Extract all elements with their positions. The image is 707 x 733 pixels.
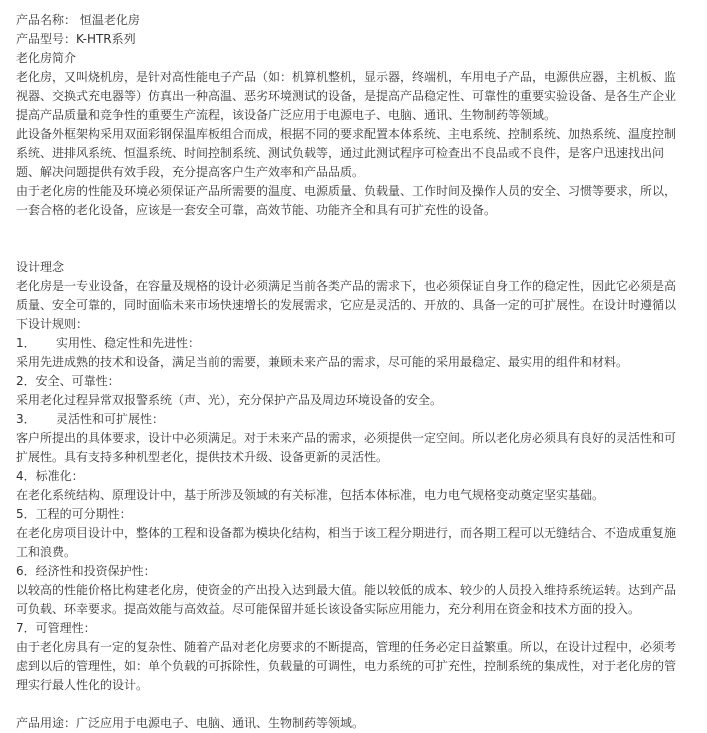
intro-p3-line: 由于老化房的性能及环境必须保证产品所需要的温度、电源质量、负载量、工作时间及操作人员的安全、习惯等要求，所以， — [16, 184, 677, 198]
rule-number: 5． — [16, 507, 36, 521]
rule-title: 实用性、稳定性和先进性： — [56, 336, 201, 350]
design-intro-line: 质量、安全可靠的，同时面临未来市场快速增长的发展需求，它应是灵活的、开放的、具备一定的可扩展性。在设计时遵循以 — [16, 298, 677, 312]
design-rules-list — [16, 334, 691, 695]
rule-body-line: 扩展性。具有支持多种机型老化，提供技术升级、设备更新的灵活性。 — [16, 450, 389, 464]
design-rule-title — [16, 334, 691, 353]
rule-title: 工程的可分期性： — [35, 507, 132, 521]
design-heading: 设计理念 — [16, 260, 65, 274]
rule-body-line: 采用先进成熟的技术和设备，满足当前的需要，兼顾未来产品的需求，尽可能的采用最稳定、最实用的组件和材料。 — [16, 355, 629, 369]
design-intro-line: 下设计规则： — [16, 317, 89, 331]
rule-body-line: 在老化系统结构、原理设计中，基于所涉及领域的有关标准，包括本体标准，电力电气规格变动奠定坚实基础。 — [16, 488, 605, 502]
rule-body-line: 客户所提出的具体要求，设计中必须满足。对于未来产品的需求，必须提供一定空间。所以老化房必须具有良好的灵活性和可 — [16, 431, 677, 445]
intro-p2-line: 此设备外框架构采用双面彩钢保温库板组合而成，根据不同的要求配置本体系统、主电系统、控制系统、加热系统、温度控制 — [16, 127, 677, 141]
intro-p3-line: 一套合格的老化设备，应该是一套安全可靠，高效节能、功能齐全和具有可扩充性的设备。 — [16, 203, 497, 217]
design-intro — [16, 277, 691, 334]
intro-paragraph-1 — [16, 68, 691, 125]
design-rule-title — [16, 619, 691, 638]
design-rule-title — [16, 410, 691, 429]
rule-number: 6． — [16, 564, 36, 578]
intro-p2-line: 题、解决问题提供有效手段，充分提高客户生产效率和产品品质。 — [16, 165, 365, 179]
rule-title: 标准化： — [35, 469, 84, 483]
product-name: 产品名称： 恒温老化房 — [16, 13, 140, 27]
rule-body-line: 可负载、环幸要求。提高效能与高效益。尽可能保留并延长该设备实际应用能力，充分利用在资金和技术方面的投入。 — [16, 602, 641, 616]
rule-number: 1． — [16, 336, 36, 350]
rule-number: 3． — [16, 412, 36, 426]
rule-title: 可管理性： — [35, 621, 96, 635]
rule-body-line: 虑到以后的管理性，如：单个负载的可拆除性，负载量的可调性，电力系统的可扩充性，控制系统的集成性，对于老化房的管 — [16, 659, 677, 673]
intro-p1-line: 提高产品质量和竞争性的重要生产流程，该设备广泛应用于电源电子、电脑、通讯、生物制药等领域。 — [16, 108, 557, 122]
rule-title: 经济性和投资保护性： — [35, 564, 156, 578]
rule-title: 灵活性和可扩展性： — [56, 412, 165, 426]
rule-body-line: 由于老化房具有一定的复杂性、随着产品对老化房要求的不断提高，管理的任务必定日益繁重。所以，在设计过程中，必须考 — [16, 640, 677, 654]
product-model: 产品型号：K-HTR系列 — [16, 32, 136, 46]
rule-number: 4． — [16, 469, 36, 483]
design-rule-title — [16, 372, 691, 391]
design-intro-line: 老化房是一专业设备，在容量及规格的设计必须满足当前各类产品的需求下，也必须保证自身工作的稳定性，因此它必须是高 — [16, 279, 677, 293]
intro-paragraph-2 — [16, 125, 691, 182]
design-rule-title — [16, 562, 691, 581]
design-rule-title — [16, 505, 691, 524]
rule-body-line: 工和浪费。 — [16, 545, 77, 559]
intro-p1-line: 老化房，又叫烧机房，是针对高性能电子产品（如：机算机整机，显示器，终端机，车用电子产品，电源供应器，主机板、监 — [16, 70, 677, 84]
rule-body-line: 以较高的性能价格比构建老化房，使资金的产出投入达到最大值。能以较低的成本、较少的人员投入维持系统运转。达到产品 — [16, 583, 677, 597]
rule-body-line: 理实行最人性化的设计。 — [16, 678, 149, 692]
rule-number: 7． — [16, 621, 36, 635]
intro-heading: 老化房简介 — [16, 51, 77, 65]
intro-p2-line: 系统、进排风系统、恒温系统、时间控制系统、测试负载等，通过此测试程序可检查出不良品或不良件，是客户迅速找出问 — [16, 146, 665, 160]
product-usage: 产品用途：广泛应用于电源电子、电脑、通讯、生物制药等领域。 — [16, 716, 365, 730]
rule-title: 安全、可靠性： — [35, 374, 120, 388]
rule-number: 2． — [16, 374, 36, 388]
design-rule-title — [16, 467, 691, 486]
rule-body-line: 采用老化过程异常双报警系统（声、光），充分保护产品及周边环境设备的安全。 — [16, 393, 443, 407]
intro-paragraph-3 — [16, 182, 691, 220]
intro-p1-line: 视器、交换式充电器等）仿真出一种高温、恶劣环境测试的设备，是提高产品稳定性、可靠性的重要实验设备、是各生产企业 — [16, 89, 677, 103]
rule-body-line: 在老化房项目设计中，整体的工程和设备都为模块化结构，相当于该工程分期进行，而各期工程可以无缝结合、不造成重复施 — [16, 526, 677, 540]
